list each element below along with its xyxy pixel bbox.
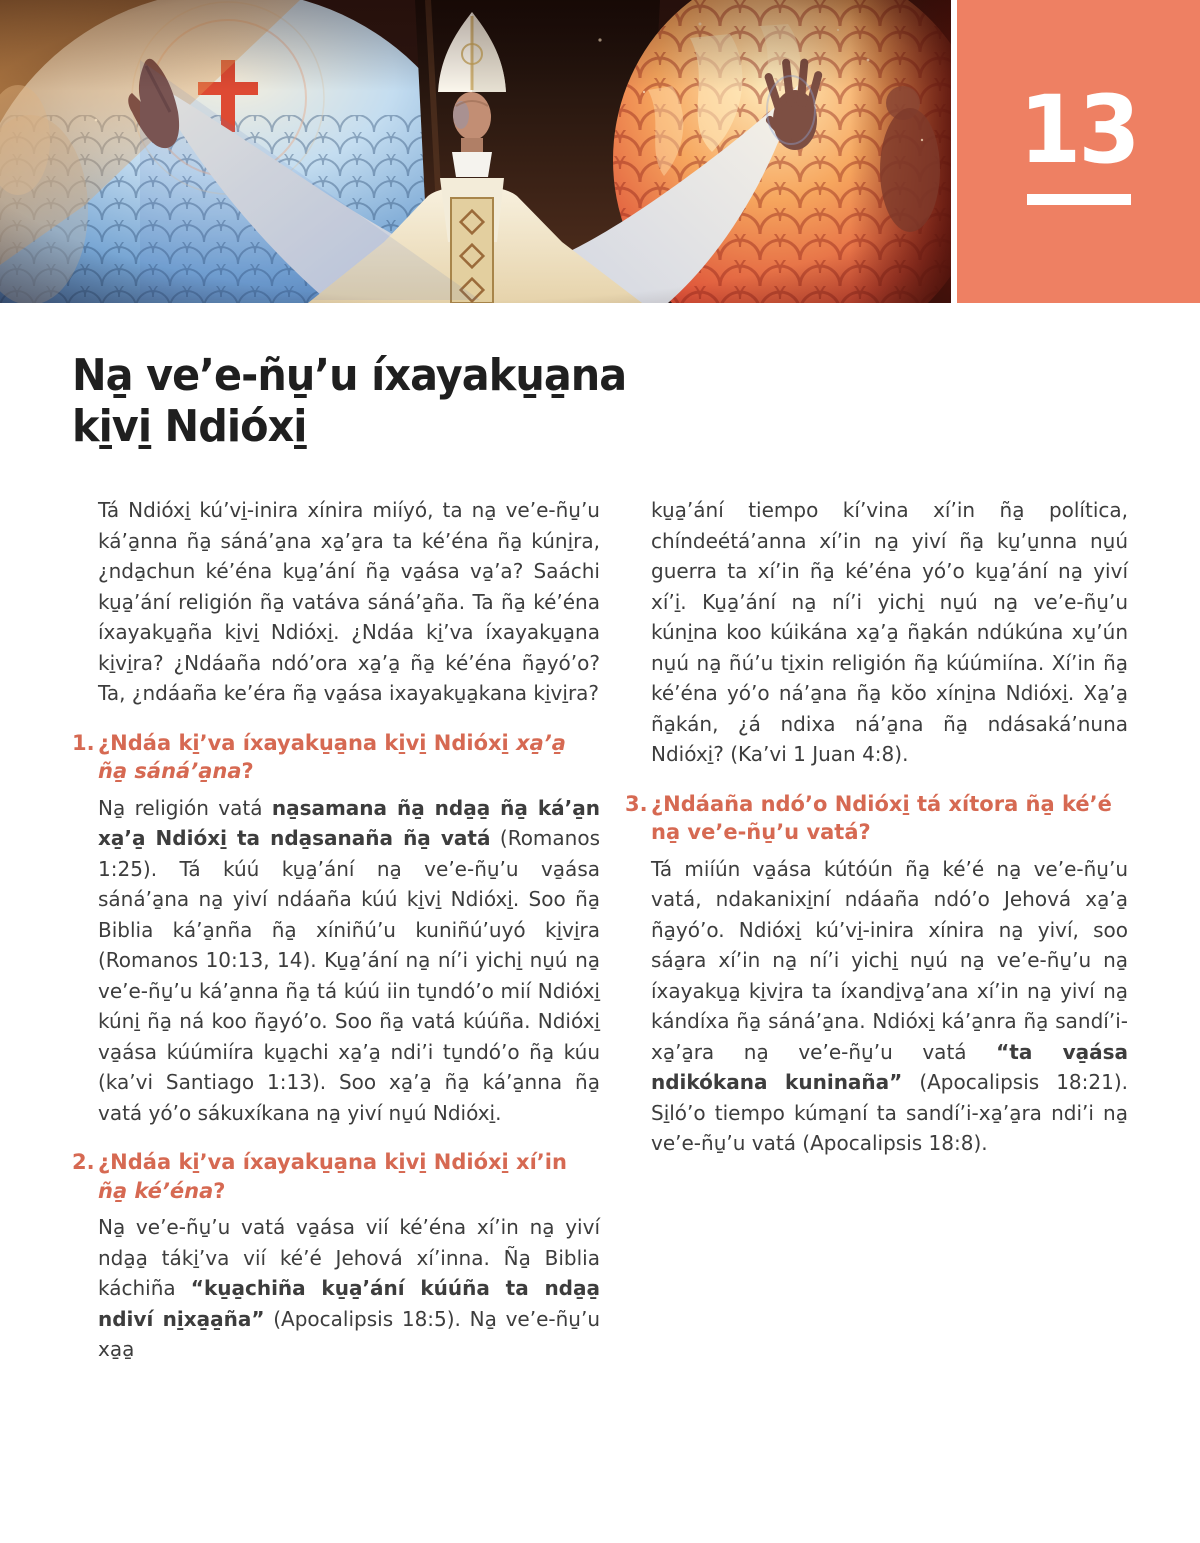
- question-3-text: [651, 790, 1128, 847]
- intro-paragraph: [98, 495, 600, 709]
- question-3-part-normal: ¿Ndáaña ndó’o Ndióxi̱ tá xítora ña̱ ké’é na̱ ve’e-ñu̱’u vatá?: [651, 791, 1112, 844]
- question-2-part-italic: ña̱ ké’éna: [98, 1178, 214, 1203]
- question-1-part-suffix: ?: [241, 759, 254, 783]
- hero-band: [0, 0, 1200, 303]
- hero-photo: [0, 0, 951, 303]
- question-2-heading: [72, 1148, 600, 1205]
- answer-2-lead: Na̱ ve’e-ñu̱’u vatá va̱ása vií ké’éna xí’in na̱ yiví nda̱a̱ táki̱’va vií ké’é Jehová xí’inna. Ña̱ Biblia káchiña: [98, 1215, 600, 1300]
- question-3-heading: [625, 790, 1128, 847]
- continuation-text: ku̱a̱’ání tiempo kí’vina xí’in ña̱ política, chíndeétá’anna xí’in na̱ yiví ña̱ ku̱’u̱nna nu̱ú guerra ta xí’in ña̱ ké’éna yó’o ku̱a̱’ání na̱ yiví xí’i̱. Ku̱a̱’ání na̱ ní’i yichi̱ nu̱ú na̱ ve’e-ñu̱’u kúni̱na koo kúikána xa̱’a̱ ña̱kán ndúkúna xu̱’ún nu̱ú na̱ ñú’u ti̱xin religión ña̱ kúúmiína. Xí’in ña̱ ké’éna yó’o ná’a̱na ña̱ kŏo xíni̱na Ndióxi̱. Xa̱’a̱ ña̱kán, ¿á ndixa ná’a̱na ña̱ ndásaká’nuna Ndióxi̱? (Ka’vi 1 Juan 4:8).: [651, 498, 1128, 766]
- question-1-number: 1.: [72, 730, 95, 755]
- chapter-box: [957, 0, 1200, 303]
- answer-3-bold-quote: “ta va̱ása ndikókana kuninaña”: [651, 1039, 1129, 1094]
- answer-2-rest: (Apocalipsis 18:5). Na̱ ve’e-ñu̱’u xa̱a̱: [98, 1306, 600, 1361]
- vignette-overlay: [0, 0, 951, 303]
- answer-3-paragraph: [651, 854, 1128, 1159]
- answer-1-paragraph: [98, 793, 600, 1129]
- chapter-number-underline: [1027, 194, 1131, 205]
- question-1-text: [98, 729, 600, 786]
- question-2-text: [98, 1148, 600, 1205]
- page-title: [72, 350, 1065, 452]
- left-column: [72, 495, 600, 1365]
- answer-1-lead: Na̱ religión vatá: [98, 795, 272, 820]
- answer-1-rest: (Romanos 1:25). Tá kúú ku̱a̱’ání na̱ ve’e-ñu̱’u va̱ása sáná’a̱na na̱ yiví ndáaña kúú ki̱vi̱ Ndióxi̱. Soo ña̱ Biblia ká’a̱nña ña̱ xíniñú’u kuniñú’uyó ki̱vi̱ra (Romanos 10:13, 14). Ku̱a̱’ání na̱ ní’i yichi̱ nu̱ú na̱ ve’e-ñu̱’u ká’a̱nna ña̱ tá kúú iin tu̱ndó’o mií Ndióxi̱ kúni̱ ña̱ ná koo ña̱yó’o. Soo ña̱ vatá kúúña. Ndióxi̱ va̱ása kúúmiíra ku̱a̱chi xa̱’a̱ ndi’i tu̱ndó’o ña̱ kúu (ka’vi Santiago 1:13). Soo xa̱’a̱ ña̱ ká’a̱nna ña̱ vatá yó’o sákuxíkana na̱ yiví nu̱ú Ndióxi̱.: [98, 826, 601, 1125]
- question-2-part-normal: ¿Ndáa ki̱’va íxayaku̱a̱na ki̱vi̱ Ndióxi̱ xí’in: [98, 1150, 567, 1174]
- question-1-part-normal: ¿Ndáa ki̱’va íxayaku̱a̱na ki̱vi̱ Ndióxi̱: [98, 730, 517, 755]
- question-3-number: 3.: [625, 791, 648, 816]
- question-1-heading: [72, 729, 600, 786]
- answer-2-paragraph: [98, 1212, 600, 1365]
- article-content: [72, 303, 1128, 1365]
- page-title-line-2: ki̱vi̱ Ndióxi̱: [72, 401, 307, 452]
- answer-2-bold-quote: “ku̱a̱chiña ku̱a̱’ání kúúña ta nda̱a̱ ndiví ni̱xa̱a̱ña”: [98, 1276, 600, 1331]
- question-2-part-suffix: ?: [213, 1178, 226, 1203]
- continuation-paragraph: [651, 495, 1128, 770]
- question-2-number: 2.: [72, 1150, 95, 1174]
- chapter-number: 13: [1019, 76, 1138, 185]
- right-column: [625, 495, 1128, 1365]
- intro-text: Tá Ndióxi̱ kú’vi̱-inira xínira miíyó, ta na̱ ve’e-ñu̱’u ká’a̱nna ña̱ sáná’a̱na xa̱’a̱ra ta ké’éna ña̱ kúni̱ra, ¿nda̱chun ké’éna ku̱a̱’ání ña̱ va̱ása va̱’a? Saáchi ku̱a̱’ání religión ña̱ vatáva sáná’a̱ña. Ta ña̱ ké’éna íxayaku̱a̱ña ki̱vi̱ Ndióxi̱. ¿Ndáa ki̱’va íxayaku̱a̱na ki̱vi̱ra? ¿Ndáaña ndó’ora xa̱’a̱ ña̱ ké’éna ña̱yó’o? Ta, ¿ndáaña ke’éra ña̱ va̱ása ixayaku̱a̱kana ki̱vi̱ra?: [98, 498, 600, 705]
- two-column-layout: [72, 495, 1128, 1365]
- answer-1-bold-phrase: na̱samana ña̱ nda̱a̱ ña̱ ká’a̱n xa̱’a̱ Ndióxi̱ ta nda̱sanaña ña̱ vatá: [98, 795, 601, 850]
- page-title-line-1: Na̱ ve’e-ñu̱’u íxayaku̱a̱na: [72, 350, 627, 401]
- answer-3-lead: Tá miíún va̱ása kútóún ña̱ ké’é na̱ ve’e-ñu̱’u vatá, ndakanixi̱ní ndáaña ndó’o Jehová xa̱’a̱ ña̱yó’o. Ndióxi̱ kú’vi̱-inira xínira na̱ yiví, soo sáa̱ra xí’in na̱ ní’i yichi̱ nu̱ú na̱ ve’e-ñu̱’u na̱ íxayaku̱a̱ ki̱vi̱ra ta íxandi̱va̱’ana xí’in na̱ yiví na̱ kándíxa ña̱ sáná’a̱na. Ndióxi̱ ká’a̱nra ña̱ sandí’i-xa̱’a̱ra na̱ ve’e-ñu̱’u vatá: [651, 856, 1128, 1064]
- answer-3-rest: (Apocalipsis 18:21). Si̱ló’o tiempo kúma̱ní ta sandí’i-xa̱’a̱ra ndi’i na̱ ve’e-ñu̱’u vatá (Apocalipsis 18:8).: [651, 1070, 1128, 1155]
- question-1-part-italic: xa̱’a̱ ña̱ sáná’a̱na: [98, 730, 566, 783]
